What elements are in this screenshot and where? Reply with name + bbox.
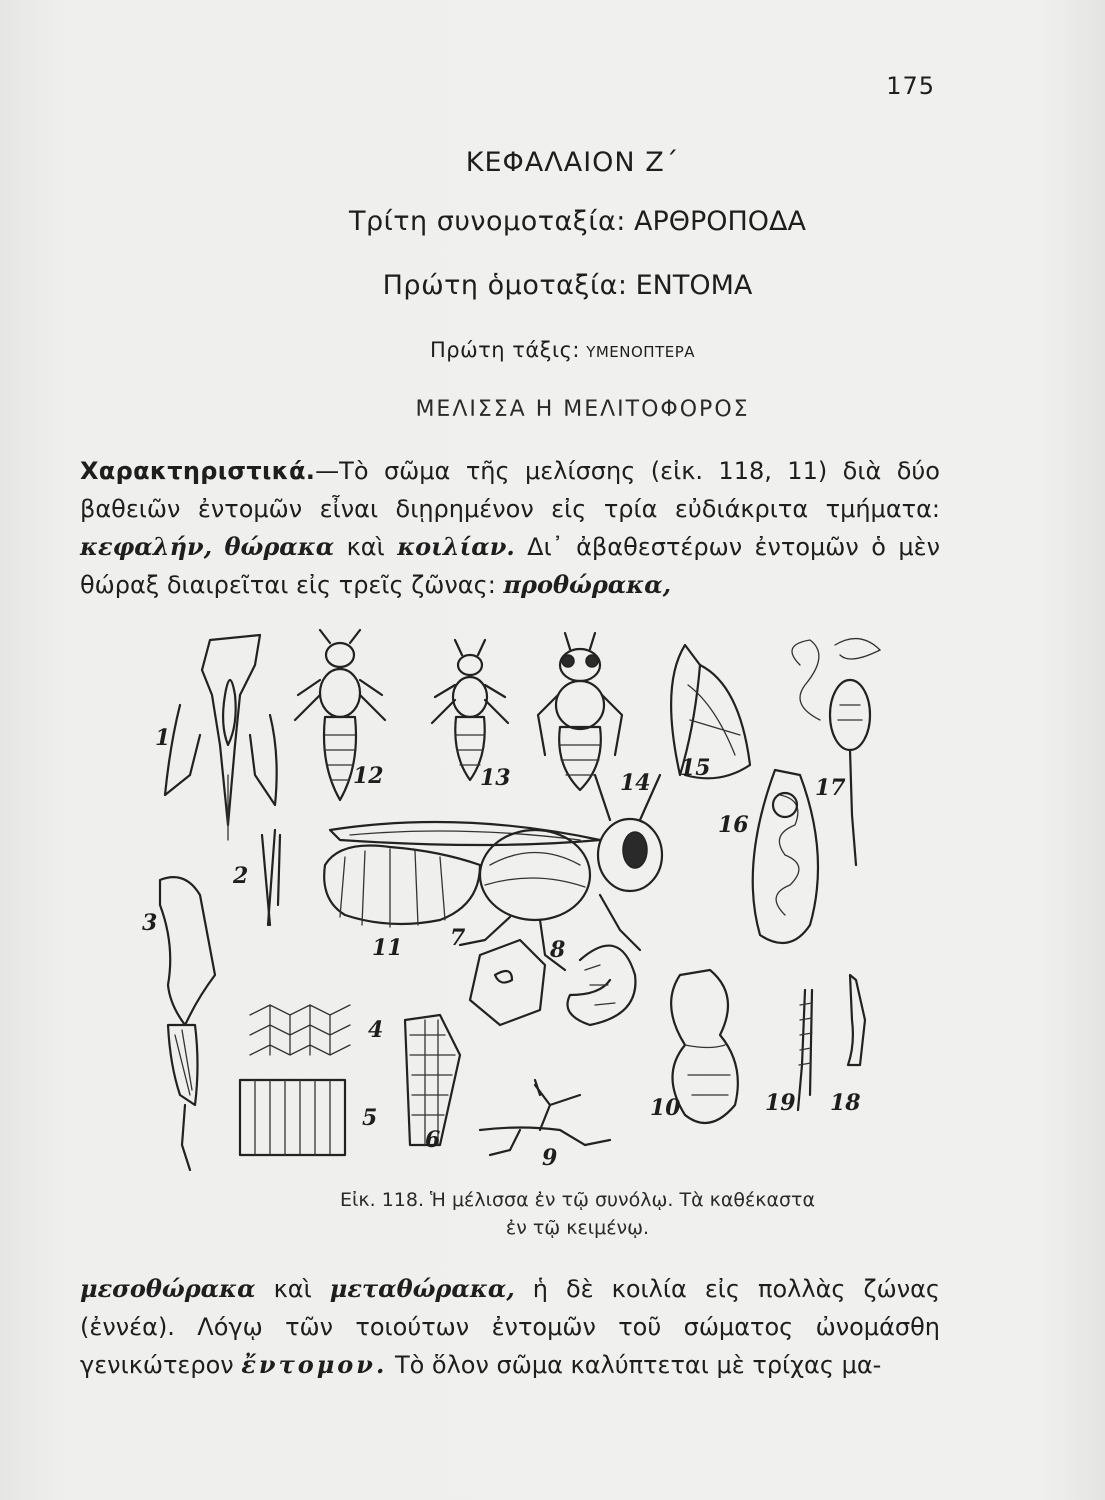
sting-lancet-drawing bbox=[798, 990, 812, 1110]
class-colon: : bbox=[617, 270, 636, 301]
paragraph-text: —Τὸ σῶμα τῆς μελίσσης (εἰκ. 118, 11) διὰ δύο βαθειῶν ἐντομῶν εἶναι διῃρημένον εἰς τρία εὐδιάκριτα τμήματα: bbox=[80, 457, 940, 523]
order-value: ΥΜΕΝΟΠΤΕΡΑ bbox=[586, 343, 696, 361]
order-colon: : bbox=[572, 338, 587, 362]
drone-bee-drawing bbox=[538, 633, 622, 790]
figure-label: 13 bbox=[480, 765, 511, 791]
pupa-drawing bbox=[671, 970, 738, 1123]
tracheae-drawing bbox=[480, 1080, 610, 1155]
term-mesothorax: μεσοθώρακα bbox=[80, 1274, 256, 1303]
subphylum-value: ΑΡΘΡΟΠΟΔΑ bbox=[633, 206, 807, 237]
comb-section-drawing bbox=[240, 1080, 345, 1155]
caption-line-2: ἐν τῷ κειμένῳ. bbox=[505, 1217, 650, 1239]
class-label: Πρώτη ὁμοταξία bbox=[382, 270, 618, 301]
figure-label: 5 bbox=[362, 1105, 378, 1131]
chapter-heading: ΚΕΦΑΛΑΙΟΝ Ζ΄ bbox=[465, 147, 680, 178]
subphylum-heading bbox=[0, 206, 1105, 237]
term-head: κεφαλήν, bbox=[80, 532, 213, 561]
pupa-cell-drawing bbox=[753, 770, 818, 943]
figure-label: 6 bbox=[425, 1127, 441, 1153]
figure-label: 19 bbox=[765, 1090, 796, 1116]
paragraph-characteristics bbox=[80, 452, 940, 604]
paragraph-text: Δι᾿ ἀβαθεστέρων ἐντομῶν ὁ μὲν θώραξ διαιρεῖται εἰς τρεῖς ζῶνας: bbox=[80, 533, 940, 599]
figure-label: 14 bbox=[620, 770, 651, 796]
figure-label: 18 bbox=[830, 1090, 861, 1116]
caption-line-1: Εἰκ. 118. Ἡ μέλισσα ἐν τῷ συνόλῳ. Τὰ καθέκαστα bbox=[340, 1189, 815, 1211]
class-heading bbox=[0, 270, 1105, 301]
paragraph-text: Τὸ ὅλον σῶμα καλύπτεται μὲ τρίχας μα- bbox=[387, 1351, 882, 1379]
subphylum-colon: : bbox=[616, 206, 634, 237]
page-number: 175 bbox=[886, 72, 935, 100]
figure-label: 7 bbox=[450, 925, 466, 951]
order-heading bbox=[0, 338, 1105, 362]
term-prothorax: προθώρακα, bbox=[503, 570, 672, 599]
term-abdomen: κοιλίαν. bbox=[397, 532, 515, 561]
sting-sheath-drawing bbox=[848, 975, 865, 1065]
term-thorax: θώρακα bbox=[224, 532, 335, 561]
figure-label: 10 bbox=[650, 1095, 681, 1121]
bee-mouthparts-drawing bbox=[165, 635, 277, 840]
figure-label: 1 bbox=[155, 725, 171, 751]
figure-label: 4 bbox=[368, 1017, 384, 1043]
figure-label: 17 bbox=[815, 775, 846, 801]
larva-drawing bbox=[568, 946, 636, 1025]
hexagon-egg-cell-drawing bbox=[470, 940, 545, 1025]
wax-cells-drawing bbox=[405, 1015, 460, 1145]
figure-label: 8 bbox=[550, 937, 566, 963]
bee-illustration bbox=[140, 625, 940, 1175]
paragraph-lead: Χαρακτηριστικά. bbox=[80, 457, 316, 485]
species-heading: ΜΕΛΙΣΣΑ Η ΜΕΛΙΤΟΦΟΡΟΣ bbox=[415, 397, 750, 422]
order-label: Πρώτη τάξις bbox=[429, 338, 573, 362]
hind-leg-drawing bbox=[160, 877, 215, 1170]
sting-detail-drawing bbox=[262, 830, 280, 925]
venom-apparatus-drawing bbox=[792, 639, 880, 865]
term-metathorax: μεταθώρακα, bbox=[329, 1274, 515, 1303]
paragraph-text: ἡ δὲ κοιλία εἰς πολλὰς ζώνας (ἐννέα). Λόγῳ τῶν τοιούτων ἐντομῶν τοῦ σώματος ὠνομάσθη γενικώτερον bbox=[80, 1275, 941, 1379]
bee-illustration-figure bbox=[140, 625, 940, 1175]
figure-label: 2 bbox=[233, 863, 249, 889]
worker-bee-drawing bbox=[432, 640, 508, 780]
term-insect: ἔντομον. bbox=[241, 1350, 388, 1379]
figure-label: 12 bbox=[353, 763, 384, 789]
figure-label: 3 bbox=[142, 910, 158, 936]
honeycomb-drawing bbox=[250, 1005, 350, 1055]
paragraph-continued bbox=[80, 1270, 940, 1384]
paragraph-text bbox=[212, 533, 224, 561]
figure-label: 15 bbox=[680, 755, 711, 781]
paragraph-text: καὶ bbox=[255, 1275, 330, 1303]
figure-label: 16 bbox=[718, 812, 749, 838]
figure-label: 9 bbox=[542, 1145, 558, 1171]
figure-label: 11 bbox=[372, 935, 403, 961]
paragraph-text: καὶ bbox=[334, 533, 398, 561]
class-value: ΕΝΤΟΜΑ bbox=[635, 270, 753, 301]
figure-caption bbox=[0, 1186, 1105, 1242]
subphylum-label: Τρίτη συνομοταξία bbox=[348, 206, 617, 237]
